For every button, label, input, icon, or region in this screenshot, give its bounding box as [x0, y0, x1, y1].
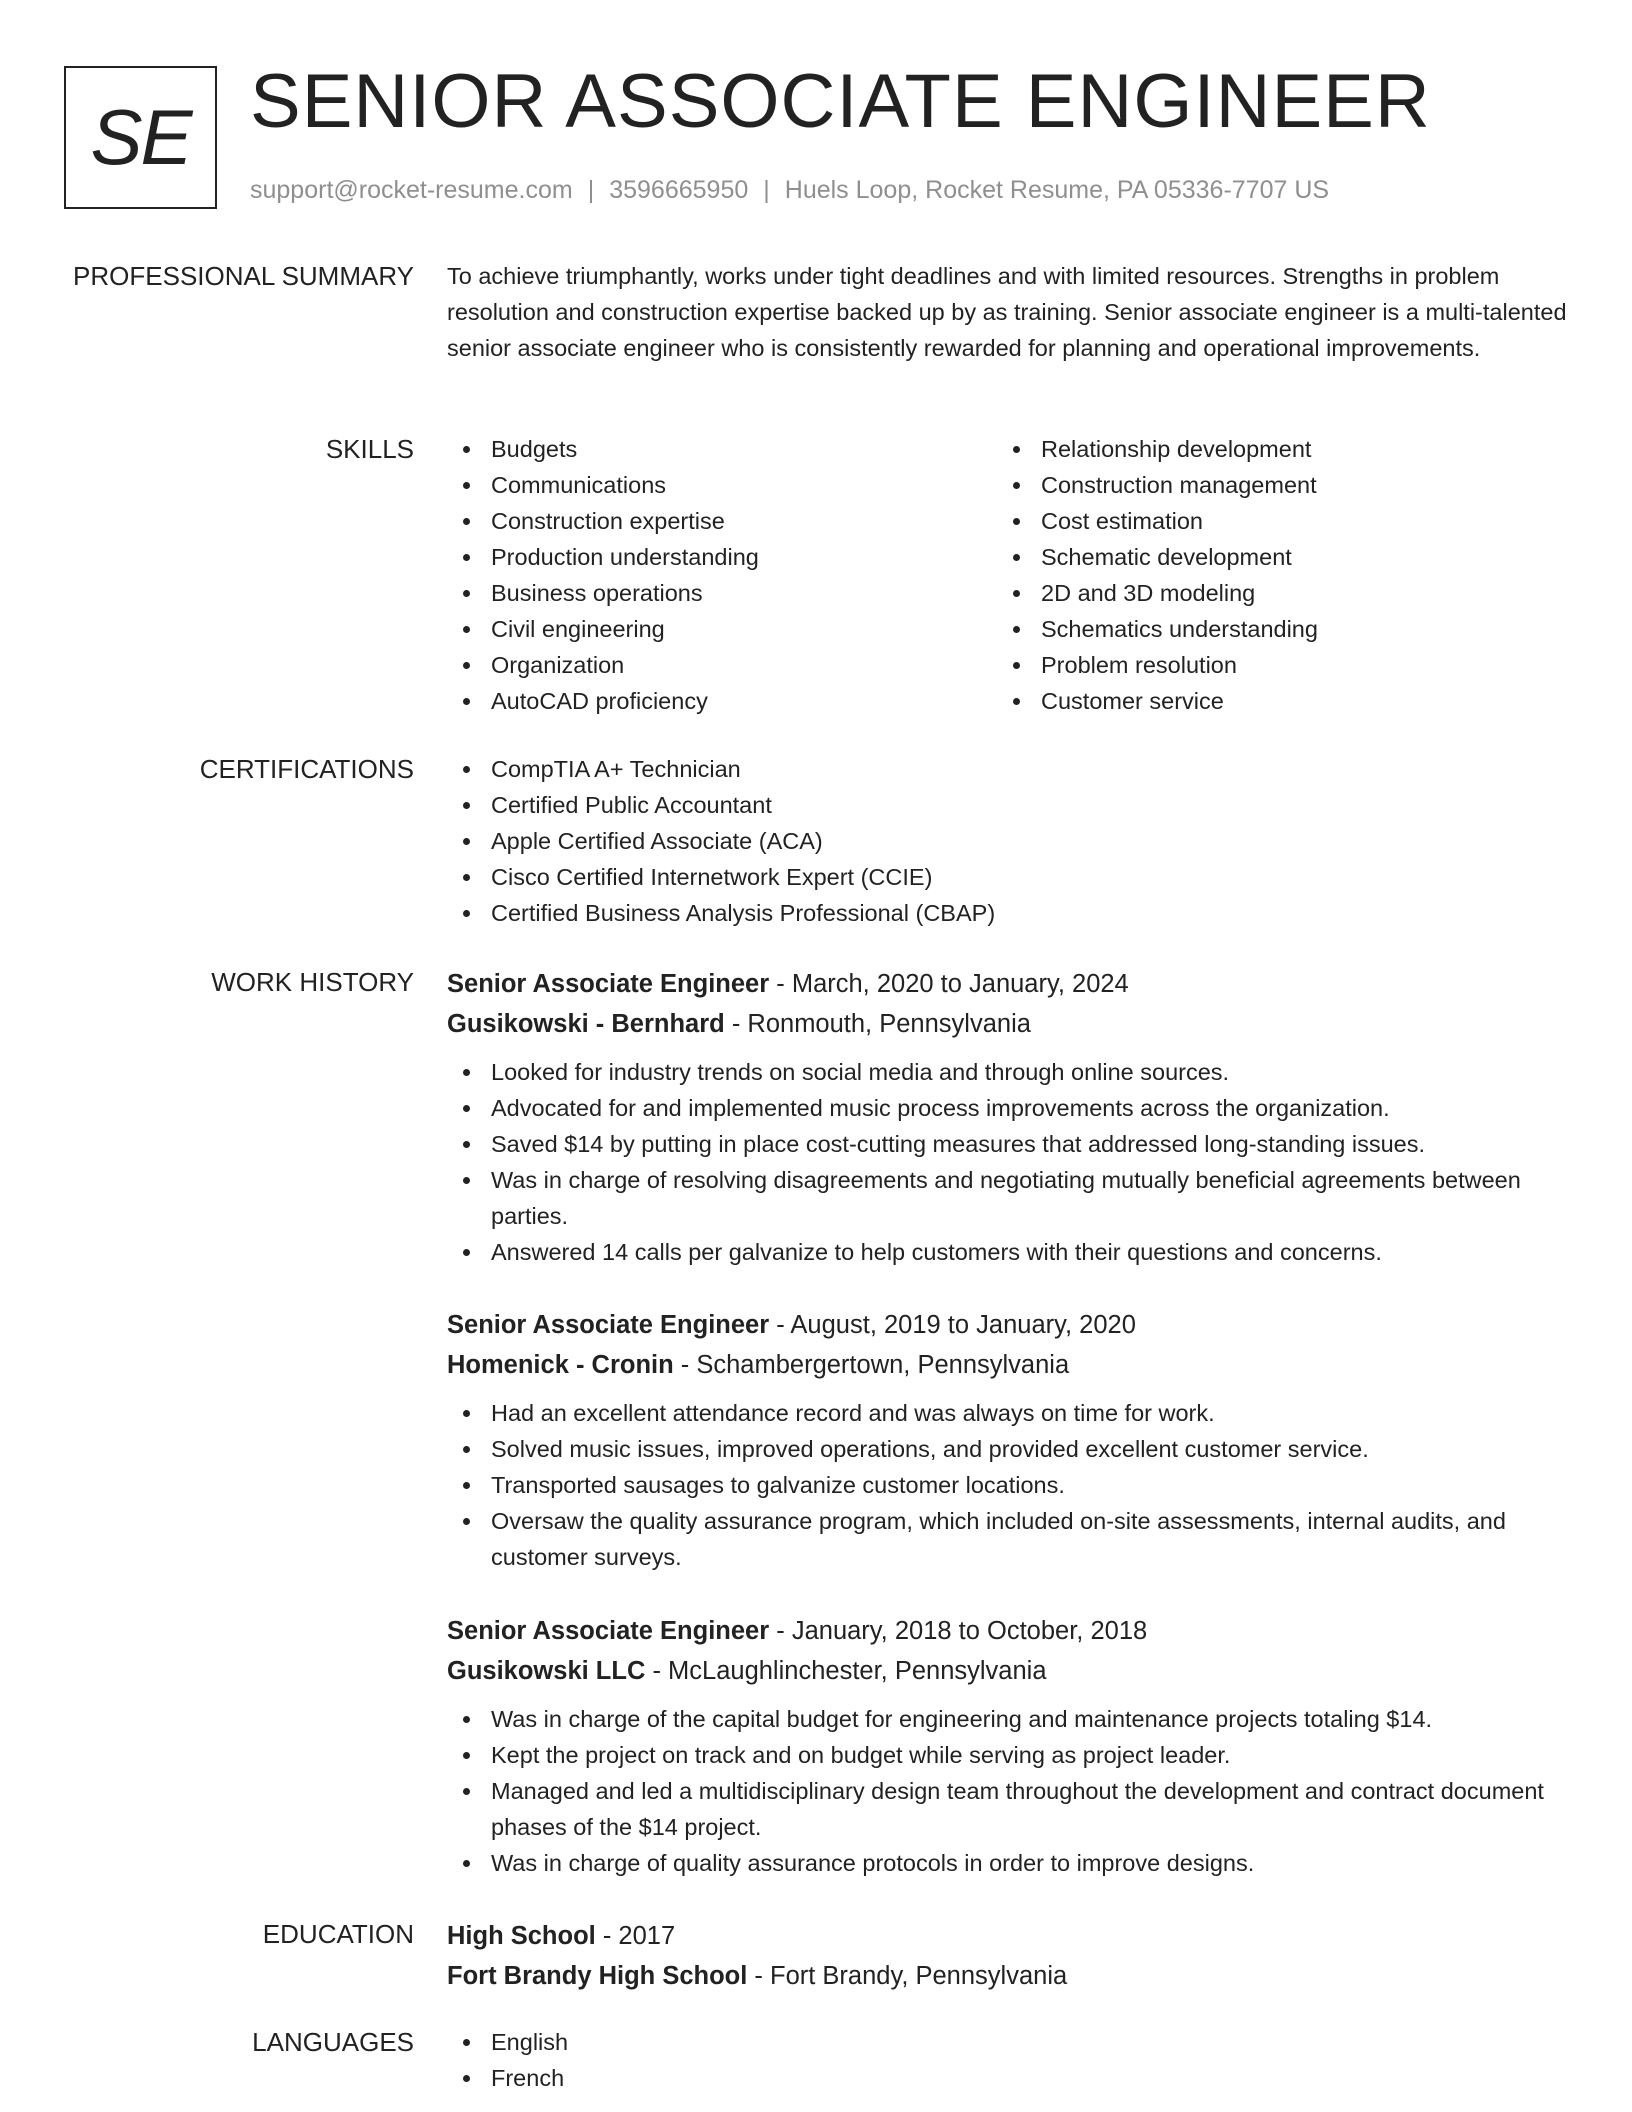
list-item: Business operations — [447, 575, 997, 611]
list-item: Transported sausages to galvanize customer locations. — [447, 1467, 1570, 1503]
contact-phone: 3596665950 — [609, 176, 749, 204]
list-item: English — [447, 2024, 1570, 2060]
job-location: - McLaughlinchester, Pennsylvania — [645, 1657, 1047, 1685]
education-school: Fort Brandy High School — [447, 1962, 748, 1990]
list-item: AutoCAD proficiency — [447, 683, 997, 719]
list-item: Certified Public Accountant — [447, 787, 1570, 823]
section-label: LANGUAGES — [252, 2027, 414, 2057]
list-item: Organization — [447, 647, 997, 683]
list-item: Problem resolution — [997, 647, 1547, 683]
skills-list-right — [997, 431, 1547, 719]
list-item: Cost estimation — [997, 503, 1547, 539]
summary-text: To achieve triumphantly, works under tight deadlines and with limited resources. Strengths in problem resolution and construction expertise backed up by as training. Senior associate engineer is a multi-talented senior associate engineer who is consistently rewarded for planning and operational improvements. — [447, 263, 1567, 361]
skills-list-left — [447, 431, 997, 719]
list-item: Schematic development — [997, 539, 1547, 575]
job-title-line — [447, 1611, 1570, 1651]
job-location: - Schambergertown, Pennsylvania — [673, 1351, 1070, 1379]
education-year: - 2017 — [595, 1922, 676, 1950]
list-item: Advocated for and implemented music process improvements across the organization. — [447, 1090, 1570, 1126]
job-location: - Ronmouth, Pennsylvania — [724, 1010, 1031, 1038]
job-title-line — [447, 1305, 1570, 1345]
job-dates: - January, 2018 to October, 2018 — [769, 1617, 1148, 1645]
list-item: Relationship development — [997, 431, 1547, 467]
list-item: Solved music issues, improved operations, and provided excellent customer service. — [447, 1431, 1570, 1467]
job-title: Senior Associate Engineer — [447, 1617, 770, 1645]
list-item: Civil engineering — [447, 611, 997, 647]
list-item: Schematics understanding — [997, 611, 1547, 647]
section-label: SKILLS — [325, 434, 414, 464]
list-item: Was in charge of the capital budget for engineering and maintenance projects totaling $14. — [447, 1701, 1570, 1737]
section-label: WORK HISTORY — [211, 967, 414, 997]
list-item: Had an excellent attendance record and was always on time for work. — [447, 1395, 1570, 1431]
contact-email: support@rocket-resume.com — [250, 176, 573, 204]
list-item: Was in charge of resolving disagreements and negotiating mutually beneficial agreements between parties. — [447, 1162, 1570, 1234]
list-item: Construction management — [997, 467, 1547, 503]
list-item: Construction expertise — [447, 503, 997, 539]
job-company-line — [447, 1651, 1570, 1691]
list-item: Communications — [447, 467, 997, 503]
list-item: Managed and led a multidisciplinary design team throughout the development and contract document phases of the $14 project. — [447, 1773, 1570, 1845]
list-item: Answered 14 calls per galvanize to help customers with their questions and concerns. — [447, 1234, 1570, 1270]
contact-separator: | — [587, 176, 595, 204]
list-item: Looked for industry trends on social media and through online sources. — [447, 1054, 1570, 1090]
job-company: Homenick - Cronin — [447, 1351, 674, 1379]
job-company-line — [447, 1345, 1570, 1385]
job-company: Gusikowski LLC — [447, 1657, 646, 1685]
certifications-list — [447, 751, 1570, 931]
contact-address: Huels Loop, Rocket Resume, PA 05336-7707 US — [784, 176, 1330, 204]
job-entry — [447, 1305, 1570, 1575]
list-item: Certified Business Analysis Professional (CBAP) — [447, 895, 1570, 931]
job-bullets — [447, 1054, 1570, 1270]
list-item: Customer service — [997, 683, 1547, 719]
section-label: EDUCATION — [262, 1919, 414, 1949]
contact-separator: | — [763, 176, 770, 204]
list-item: Cisco Certified Internetwork Expert (CCIE) — [447, 859, 1570, 895]
list-item: Budgets — [447, 431, 997, 467]
list-item: Production understanding — [447, 539, 997, 575]
job-entry — [447, 964, 1570, 1270]
section-label: CERTIFICATIONS — [199, 754, 414, 784]
job-title: Senior Associate Engineer — [447, 1311, 770, 1339]
list-item: French — [447, 2060, 1570, 2096]
job-company: Gusikowski - Bernhard — [447, 1010, 725, 1038]
list-item: 2D and 3D modeling — [997, 575, 1547, 611]
resume-title: SENIOR ASSOCIATE ENGINEER — [250, 59, 1431, 144]
job-title-line — [447, 964, 1570, 1004]
monogram-logo: SE — [64, 66, 217, 209]
job-company-line — [447, 1004, 1570, 1044]
job-dates: - August, 2019 to January, 2020 — [769, 1311, 1136, 1339]
languages-list — [447, 2024, 1570, 2096]
job-bullets — [447, 1395, 1570, 1575]
job-entry — [447, 1611, 1570, 1881]
job-title: Senior Associate Engineer — [447, 970, 770, 998]
list-item: Saved $14 by putting in place cost-cutting measures that addressed long-standing issues. — [447, 1126, 1570, 1162]
education-degree: High School — [447, 1922, 596, 1950]
contact-line — [250, 176, 1329, 205]
list-item: Kept the project on track and on budget while serving as project leader. — [447, 1737, 1570, 1773]
section-label: PROFESSIONAL SUMMARY — [73, 261, 414, 291]
education-degree-line — [447, 1916, 1570, 1956]
list-item: Was in charge of quality assurance protocols in order to improve designs. — [447, 1845, 1570, 1881]
education-school-line — [447, 1956, 1570, 1996]
list-item: Oversaw the quality assurance program, which included on-site assessments, internal audits, and customer surveys. — [447, 1503, 1570, 1575]
job-dates: - March, 2020 to January, 2024 — [769, 970, 1129, 998]
education-location: - Fort Brandy, Pennsylvania — [747, 1962, 1068, 1990]
list-item: CompTIA A+ Technician — [447, 751, 1570, 787]
job-bullets — [447, 1701, 1570, 1881]
list-item: Apple Certified Associate (ACA) — [447, 823, 1570, 859]
